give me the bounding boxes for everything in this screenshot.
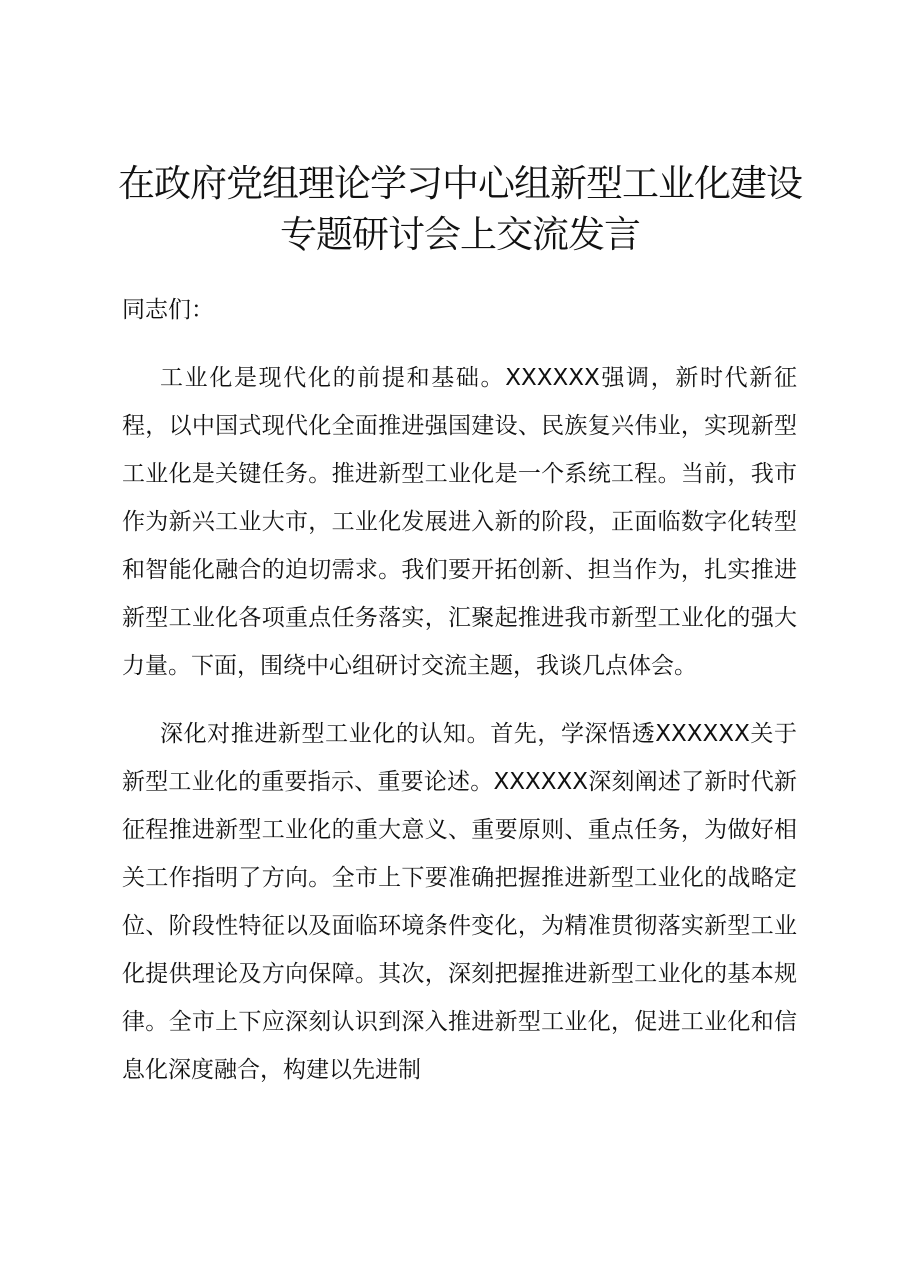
paragraph-2: 深化对推进新型工业化的认知。首先，学深悟透XXXXXX关于新型工业化的重要指示、重要论述。XXXXXX深刻阐述了新时代新征程推进新型工业化的重大意义、重要原则、重点任务，为做好相关工作指明了方向。全市上下要准确把握推进新型工业化的战略定位、阶段性特征以及面临环境条件变化，为精准贯彻落实新型工业化提供理论及方向保障。其次，深刻把握推进新型工业化的基本规律。全市上下应深刻认识到深入推进新型工业化，促进工业化和信息化深度融合，构建以先进制 (122, 721, 797, 1083)
document-title: 在政府党组理论学习中心组新型工业化建设专题研讨会上交流发言 (118, 162, 802, 256)
salutation: 同志们： (122, 297, 214, 323)
document-body (122, 286, 797, 1114)
paragraph-1: 工业化是现代化的前提和基础。XXXXXX强调，新时代新征程，以中国式现代化全面推进强国建设、民族复兴伟业，实现新型工业化是关键任务。推进新型工业化是一个系统工程。当前，我市作为新兴工业大市，工业化发展进入新的阶段，正面临数字化转型和智能化融合的迫切需求。我们要开拓创新、担当作为，扎实推进新型工业化各项重点任务落实，汇聚起推进我市新型工业化的强大力量。下面，围绕中心组研讨交流主题，我谈几点体会。 (122, 365, 797, 679)
